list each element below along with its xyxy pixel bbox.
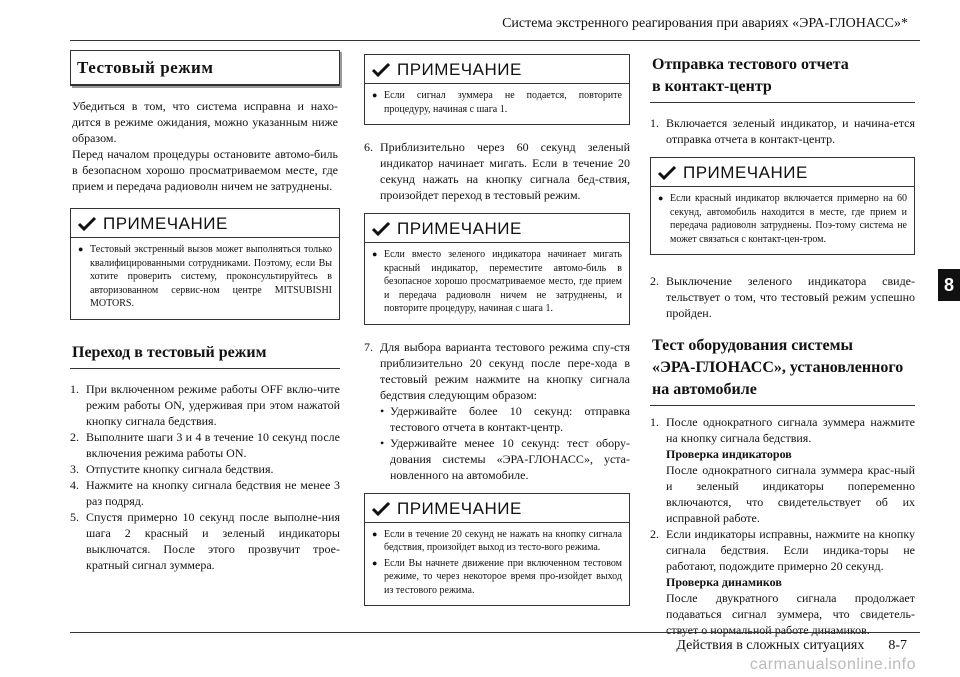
note-label: ПРИМЕЧАНИЕ xyxy=(397,60,522,79)
list-item: 2. Если индикаторы исправны, нажмите на кнопку сигнала бедствия. Если индика-торы не работают, подождите примерно 20 секунд. Проверка динамиков После двукратного сигнала продолжает подаваться сигнал зуммера, что свидетель-ствует о нормальной работе динамиков. xyxy=(650,527,915,637)
note-header xyxy=(365,214,629,243)
list-item: 2. Выключение зеленого индикатора свиде-тельствует о том, что тестовый режим успешно пройден. xyxy=(650,274,915,320)
note-label: ПРИМЕЧАНИЕ xyxy=(397,498,522,518)
list-item: 5. Спустя примерно 10 секунд после выполне-ния шага 2 красный и зеленый индикаторы выключатся. После этого прозвучит трое-кратный сигнал зуммера. xyxy=(70,509,340,572)
check-icon xyxy=(371,62,391,78)
steps-list xyxy=(364,339,630,483)
list-item: 3. Отпустите кнопку сигнала бедствия. xyxy=(70,461,274,476)
footer-section: Действия в сложных ситуациях xyxy=(676,638,865,653)
check-icon xyxy=(371,501,391,517)
steps-list xyxy=(650,115,915,147)
paragraph: Убедиться в том, что система исправна и нахо-дится в режиме ожидания, можно указанным ниже образом. xyxy=(72,99,338,145)
list-item: 7. Для выбора варианта тестового режима спу-стя приблизительно 20 секунд после пере-хода в тестовый режим нажмите на кнопку сигнала бедствия следующим образом: • Удерживайте более 10 секунд: отправка тестового отчета в контакт-центр. • Удерживайте менее 10 секунд: тест обору-дования системы «ЭРА-ГЛОНАСС», уста-новленного на автомобиле. xyxy=(364,339,630,482)
bullet-icon: ● xyxy=(372,528,378,539)
column-2 xyxy=(364,50,630,606)
test-mode-text xyxy=(72,98,338,194)
column-1 xyxy=(70,50,340,573)
note-item: ● Если в течение 20 секунд не нажать на кнопку сигнала бедствия, произойдет выход из тесто-вого режима. xyxy=(372,528,622,553)
list-item: 6. Приблизительно через 60 секунд зеленый индикатор начинает мигать. Если в течение 20 секунд нажать на кнопку сигнала бед-ствия, произойдет переход в тестовый режим. xyxy=(364,140,630,202)
note-item: ● Если красный индикатор включается примерно на 60 секунд, автомобиль находится в месте, где прием и передача радиоволн затруднены. Поэ-тому система не может связаться с контакт-цен-тром. xyxy=(658,193,907,245)
watermark: carmanualsonline.info xyxy=(749,656,916,673)
note-label: ПРИМЕЧАНИЕ xyxy=(397,219,522,238)
page-number: 8-7 xyxy=(888,638,907,653)
list-item: 2. Выполните шаги 3 и 4 в течение 10 секунд после включения режима работы ON. xyxy=(70,429,340,460)
section-title-test-mode: Тестовый режим xyxy=(70,50,340,86)
sub-item: • Удерживайте более 10 секунд: отправка тестового отчета в контакт-центр. xyxy=(380,403,630,434)
steps-list xyxy=(650,414,915,638)
section-title-send: Отправка тестового отчета xyxy=(652,56,849,73)
steps-list xyxy=(70,381,340,573)
check-icon xyxy=(657,165,677,181)
footer-rule xyxy=(70,632,920,633)
paragraph: Перед началом процедуры остановите автомо-биль в безопасном хорошо просматриваемом месте, где прием и передача радиоволн ничем не затруднены. xyxy=(72,147,338,193)
note-label: ПРИМЕЧАНИЕ xyxy=(103,214,228,233)
sub-item: • Удерживайте менее 10 секунд: тест обору-дования системы «ЭРА-ГЛОНАСС», уста-новленного на автомобиле. xyxy=(380,435,630,482)
section-title-switch: Переход в тестовый режим xyxy=(70,342,340,369)
note-item: ● Если вместо зеленого индикатора начинает мигать красный индикатор, переместите автомо-биль в безопасное хорошо просматриваемое место, где прием и передача радиоволн ничем не затруднены, и повторите процедуру, начиная с шага 1. xyxy=(372,249,622,314)
note-box xyxy=(650,157,915,255)
bullet-icon: ● xyxy=(658,193,664,203)
note-label: ПРИМЕЧАНИЕ xyxy=(683,163,808,182)
note-header xyxy=(365,55,629,84)
note-item: ● Если сигнал зуммера не подается, повторите процедуру, начиная с шага 1. xyxy=(372,90,622,115)
bullet-icon: ● xyxy=(372,557,378,568)
list-item: 4. Нажмите на кнопку сигнала бедствия не менее 3 раз подряд. xyxy=(70,477,340,508)
section-title-send-2: в контакт-центр xyxy=(650,76,915,103)
footer-text xyxy=(676,638,907,654)
note-header xyxy=(651,158,914,187)
note-header xyxy=(71,209,339,238)
note-box xyxy=(70,208,340,320)
running-title: Система экстренного реагирования при авариях «ЭРА-ГЛОНАСС»* xyxy=(502,16,908,31)
bullet-icon: ● xyxy=(372,249,378,259)
check-icon xyxy=(77,216,97,232)
note-item: ● Тестовый экстренный вызов может выполняться только квалифицированными сотрудниками. Поэтому, если Вы хотите проверить систему, проконсультируйтесь в авторизованном сервис-ном центре MITSUBISHI MOTORS. xyxy=(78,244,332,309)
steps-list xyxy=(364,139,630,203)
sub-heading: Проверка динамиков xyxy=(666,575,782,589)
check-icon xyxy=(371,221,391,237)
list-item: 1. При включенном режиме работы OFF вклю-чите режим работы ON, удерживая при этом нажатой кнопку сигнала бедствия. xyxy=(70,381,340,428)
bullet-icon: ● xyxy=(372,90,378,100)
sub-heading: Проверка индикаторов xyxy=(666,447,792,461)
note-box xyxy=(364,54,630,125)
list-item: 1. После однократного сигнала зуммера нажмите на кнопку сигнала бедствия. Проверка индикаторов После однократного сигнала зуммера крас-ный и зеленый индикаторы попеременно включаются, что свидетельствует об их исправной работе. xyxy=(650,415,915,525)
chapter-tab: 8 xyxy=(938,269,960,301)
header-rule xyxy=(70,40,920,41)
column-3 xyxy=(650,50,915,638)
steps-list xyxy=(650,273,915,321)
section-title-test: Тест оборудования системы «ЭРА-ГЛОНАСС», установленного на автомобиле xyxy=(650,335,915,406)
page-header xyxy=(0,0,960,40)
note-box xyxy=(364,493,630,607)
note-item: ● Если Вы начнете движение при включенном тестовом режиме, то через некоторое время про-изойдет выход из тестового режима. xyxy=(372,557,622,596)
note-header xyxy=(365,494,629,523)
list-item: 1. Включается зеленый индикатор, и начина-ется отправка отчета в контакт-центр. xyxy=(650,116,915,146)
bullet-icon: ● xyxy=(78,244,84,254)
note-box xyxy=(364,213,630,325)
